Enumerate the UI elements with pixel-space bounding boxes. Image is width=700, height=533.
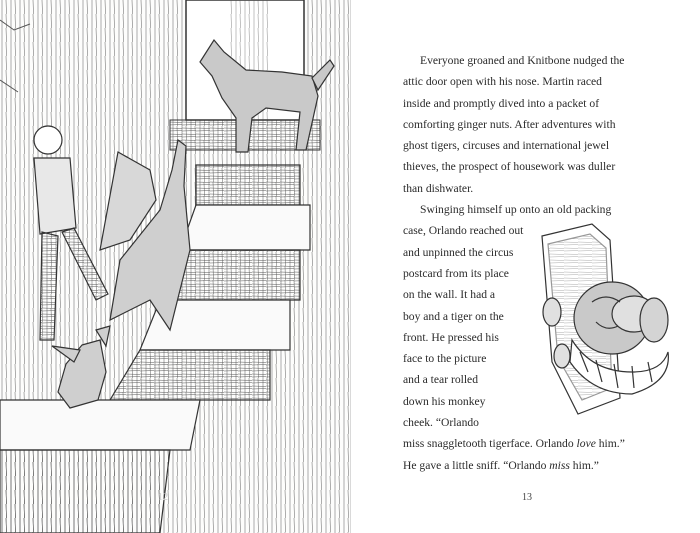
text-line: on the wall. It had a [403, 288, 496, 302]
text-line: postcard from its place [403, 266, 509, 280]
right-page-number: 13 [522, 492, 532, 503]
text-line: down his monkey [403, 394, 486, 408]
text-line: thieves, the prospect of housework was duller [403, 160, 616, 174]
text-line: boy and a tiger on the [403, 309, 504, 323]
emphasis-text: miss [549, 458, 570, 472]
text-line: than dishwater. [403, 181, 474, 195]
left-page-number: 12 [158, 492, 168, 503]
text-segment: him.” [569, 458, 599, 472]
text-line [403, 433, 647, 454]
text-line [403, 455, 647, 476]
text-line: and a tear rolled [403, 373, 478, 387]
monkey-with-postcard-illustration [522, 222, 672, 422]
text-line: cheek. “Orlando [403, 416, 479, 430]
text-line: comforting ginger nuts. After adventures with [403, 117, 616, 131]
text-line: Swinging himself up onto an old packing [420, 203, 612, 217]
text-segment: him.” [595, 437, 625, 451]
text-segment: miss snaggletooth tigerface. Orlando [403, 437, 577, 451]
text-line: ghost tigers, circuses and international jewel [403, 139, 610, 153]
text-line: front. He pressed his [403, 330, 499, 344]
text-line: Everyone groaned and Knitbone nudged the [420, 54, 625, 67]
emphasis-text: love [576, 437, 596, 451]
text-line: and unpinned the circus [403, 245, 514, 259]
text-line: case, Orlando reached out [403, 224, 524, 238]
text-line: inside and promptly dived into a packet of [403, 96, 600, 110]
text-line: face to the picture [403, 352, 487, 366]
text-line: attic door open with his nose. Martin raced [403, 75, 602, 89]
text-segment: He gave a little sniff. “Orlando [403, 458, 550, 472]
